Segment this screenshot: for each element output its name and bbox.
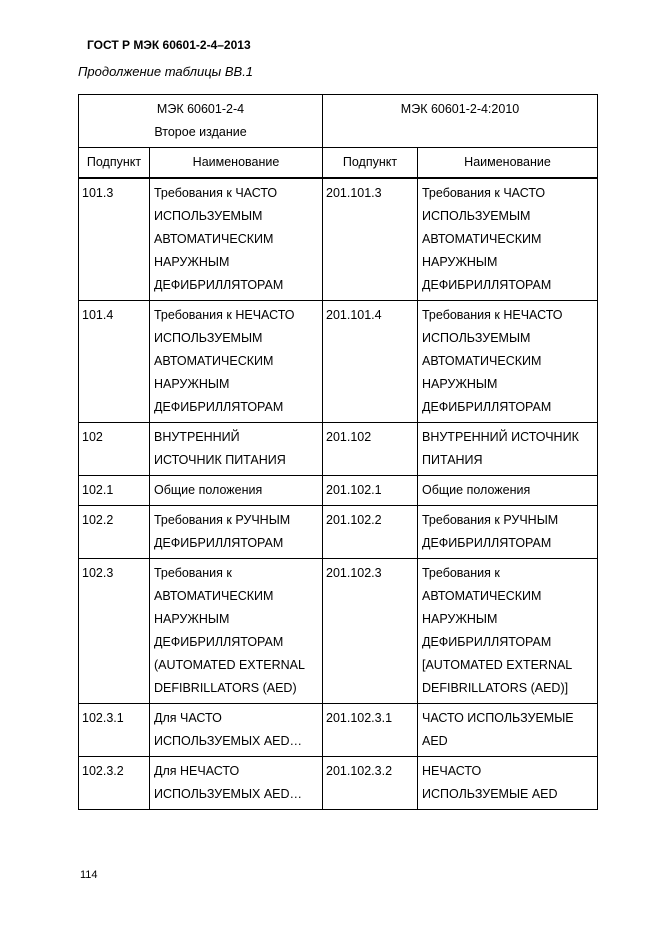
table-row	[79, 506, 598, 559]
name-cell: Требования к ЧАСТО ИСПОЛЬЗУЕМЫМ АВТОМАТИЧЕСКИМ НАРУЖНЫМ ДЕФИБРИЛЛЯТОРАМ	[418, 178, 598, 301]
subclause-cell: 102.3.2	[79, 757, 150, 810]
page-number: 114	[80, 869, 98, 881]
name-cell: НЕЧАСТО ИСПОЛЬЗУЕМЫЕ AED	[418, 757, 598, 810]
name-cell: ЧАСТО ИСПОЛЬЗУЕМЫЕ AED	[418, 704, 598, 757]
table-column-header-row	[79, 148, 598, 179]
correspondence-table	[78, 94, 598, 810]
name-cell: ВНУТРЕННИЙ ИСТОЧНИК ПИТАНИЯ	[418, 423, 598, 476]
group-header-iec-2010: МЭК 60601-2-4:2010	[323, 95, 598, 148]
column-header-name: Наименование	[418, 148, 598, 179]
subclause-cell: 201.101.4	[323, 301, 418, 423]
table-row	[79, 178, 598, 301]
table-group-header-row	[79, 95, 598, 148]
subclause-cell: 101.3	[79, 178, 150, 301]
subclause-cell: 201.101.3	[323, 178, 418, 301]
document-header: ГОСТ Р МЭК 60601-2-4–2013	[87, 38, 251, 52]
table-row	[79, 704, 598, 757]
column-header-subclause: Подпункт	[323, 148, 418, 179]
subclause-cell: 201.102.1	[323, 476, 418, 506]
name-cell: Требования к НЕЧАСТО ИСПОЛЬЗУЕМЫМ АВТОМАТИЧЕСКИМ НАРУЖНЫМ ДЕФИБРИЛЛЯТОРАМ	[150, 301, 323, 423]
name-cell: Требования к РУЧНЫМ ДЕФИБРИЛЛЯТОРАМ	[150, 506, 323, 559]
subclause-cell: 201.102.3.1	[323, 704, 418, 757]
name-cell: Требования к АВТОМАТИЧЕСКИМ НАРУЖНЫМ ДЕФИБРИЛЛЯТОРАМ [AUTOMATED EXTERNAL DEFIBRILLATORS (AED)]	[418, 559, 598, 704]
name-cell: Общие положения	[418, 476, 598, 506]
table-row	[79, 301, 598, 423]
name-cell: Общие положения	[150, 476, 323, 506]
name-cell: Для ЧАСТО ИСПОЛЬЗУЕМЫХ AED…	[150, 704, 323, 757]
column-header-name: Наименование	[150, 148, 323, 179]
table-row	[79, 757, 598, 810]
subclause-cell: 102.2	[79, 506, 150, 559]
subclause-cell: 101.4	[79, 301, 150, 423]
subclause-cell: 102.1	[79, 476, 150, 506]
subclause-cell: 201.102.2	[323, 506, 418, 559]
name-cell: Требования к НЕЧАСТО ИСПОЛЬЗУЕМЫМ АВТОМАТИЧЕСКИМ НАРУЖНЫМ ДЕФИБРИЛЛЯТОРАМ	[418, 301, 598, 423]
subclause-cell: 201.102.3	[323, 559, 418, 704]
name-cell: Требования к ЧАСТО ИСПОЛЬЗУЕМЫМ АВТОМАТИЧЕСКИМ НАРУЖНЫМ ДЕФИБРИЛЛЯТОРАМ	[150, 178, 323, 301]
table-caption: Продолжение таблицы ВВ.1	[78, 64, 254, 79]
subclause-cell: 102.3.1	[79, 704, 150, 757]
subclause-cell: 201.102	[323, 423, 418, 476]
column-header-subclause: Подпункт	[79, 148, 150, 179]
table-row	[79, 559, 598, 704]
name-cell: Требования к АВТОМАТИЧЕСКИМ НАРУЖНЫМ ДЕФИБРИЛЛЯТОРАМ (AUTOMATED EXTERNAL DEFIBRILLATORS (AED)	[150, 559, 323, 704]
group-header-iec-second-edition: МЭК 60601-2-4 Второе издание	[79, 95, 323, 148]
subclause-cell: 102	[79, 423, 150, 476]
name-cell: ВНУТРЕННИЙ ИСТОЧНИК ПИТАНИЯ	[150, 423, 323, 476]
name-cell: Для НЕЧАСТО ИСПОЛЬЗУЕМЫХ AED…	[150, 757, 323, 810]
name-cell: Требования к РУЧНЫМ ДЕФИБРИЛЛЯТОРАМ	[418, 506, 598, 559]
table-row	[79, 476, 598, 506]
subclause-cell: 201.102.3.2	[323, 757, 418, 810]
table-row	[79, 423, 598, 476]
subclause-cell: 102.3	[79, 559, 150, 704]
